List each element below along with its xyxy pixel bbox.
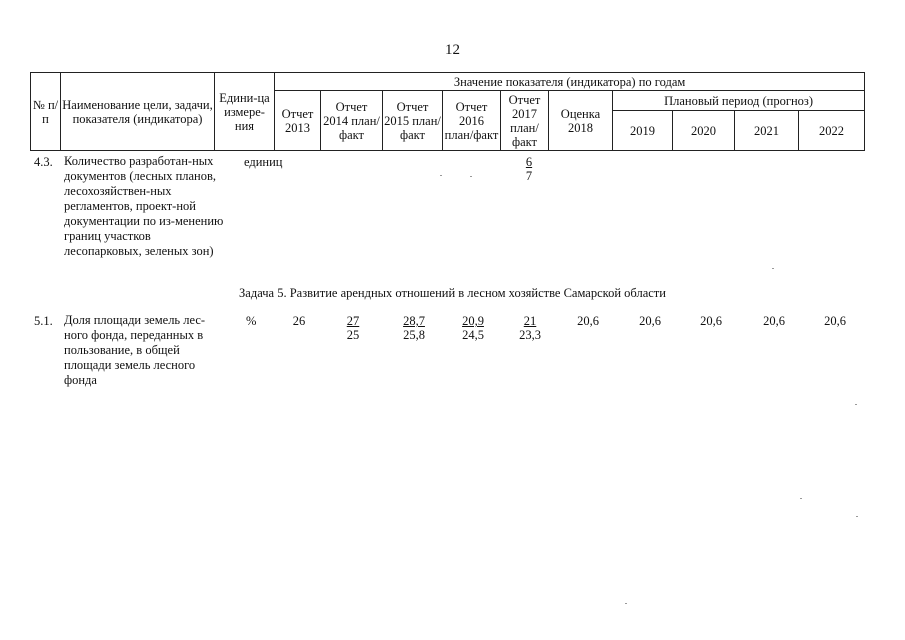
row-5-1-2017-fact: 23,3 — [519, 328, 541, 342]
row-5-1-2017-plan: 21 — [523, 314, 537, 328]
row-5-1-2015-plan: 28,7 — [403, 314, 425, 328]
row-5-1-unit: % — [246, 314, 257, 328]
scan-speck — [855, 404, 857, 405]
row-4-3-unit: единиц — [244, 155, 283, 169]
row-4-3-num: 4.3. — [34, 155, 53, 169]
scan-speck — [440, 175, 442, 176]
task-5-title: Задача 5. Развитие арендных отношений в лесном хозяйстве Самарской области — [239, 286, 666, 300]
page-number: 12 — [445, 42, 460, 58]
row-4-3-2017-fact: 7 — [525, 169, 533, 183]
row-5-1-value-2016 — [444, 314, 502, 342]
header-col-2014: Отчет 2014 план/факт — [321, 91, 383, 151]
row-4-3-value-2017 — [504, 155, 554, 183]
row-5-1-2015-fact: 25,8 — [403, 328, 425, 342]
scan-speck — [470, 176, 472, 177]
row-5-1-value-2014 — [322, 314, 384, 342]
scan-speck — [800, 498, 802, 499]
scan-speck — [625, 603, 627, 604]
header-col-2020: 2020 — [673, 111, 735, 151]
scan-speck — [772, 268, 774, 269]
header-col-2021: 2021 — [735, 111, 799, 151]
row-5-1-2016-plan: 20,9 — [462, 314, 484, 328]
header-col-2017: Отчет 2017 план/факт — [501, 91, 549, 151]
row-5-1-value-2021: 20,6 — [763, 314, 785, 328]
row-4-3-2017-plan: 6 — [525, 155, 533, 169]
row-5-1-value-2019: 20,6 — [639, 314, 661, 328]
header-col-2016: Отчет 2016 план/факт — [443, 91, 501, 151]
row-5-1-name: Доля площади земель лес-ного фонда, переданных в пользование, в общей площади земель лесного фонда — [64, 313, 206, 387]
row-5-1-value-2018: 20,6 — [577, 314, 599, 328]
header-col-2015: Отчет 2015 план/факт — [383, 91, 443, 151]
indicator-table-header — [30, 72, 865, 151]
header-forecast-group: Плановый период (прогноз) — [613, 91, 865, 111]
row-5-1-num: 5.1. — [34, 314, 53, 328]
header-col-2018: Оценка 2018 — [549, 91, 613, 151]
row-5-1-value-2017 — [504, 314, 556, 342]
header-col-2019: 2019 — [613, 111, 673, 151]
row-5-1-value-2013: 26 — [292, 314, 306, 328]
header-col-2013: Отчет 2013 — [275, 91, 321, 151]
scan-speck — [856, 516, 858, 517]
row-4-3-name: Количество разработан-ных документов (лесных планов, лесохозяйствен-ных регламентов, проект-ной документации по из-менению границ участков лесопарковых, зеленых зон) — [64, 154, 224, 258]
header-values-group: Значение показателя (индикатора) по годам — [275, 73, 865, 91]
row-5-1-value-2020: 20,6 — [700, 314, 722, 328]
header-name: Наименование цели, задачи, показателя (индикатора) — [61, 73, 215, 151]
row-5-1-value-2022: 20,6 — [824, 314, 846, 328]
header-col-2022: 2022 — [799, 111, 865, 151]
header-num: № п/п — [31, 73, 61, 151]
row-5-1-2016-fact: 24,5 — [462, 328, 484, 342]
row-5-1-value-2015 — [384, 314, 444, 342]
row-5-1-2014-fact: 25 — [346, 328, 360, 342]
header-unit: Едини-ца измере-ния — [215, 73, 275, 151]
row-5-1-2014-plan: 27 — [346, 314, 360, 328]
